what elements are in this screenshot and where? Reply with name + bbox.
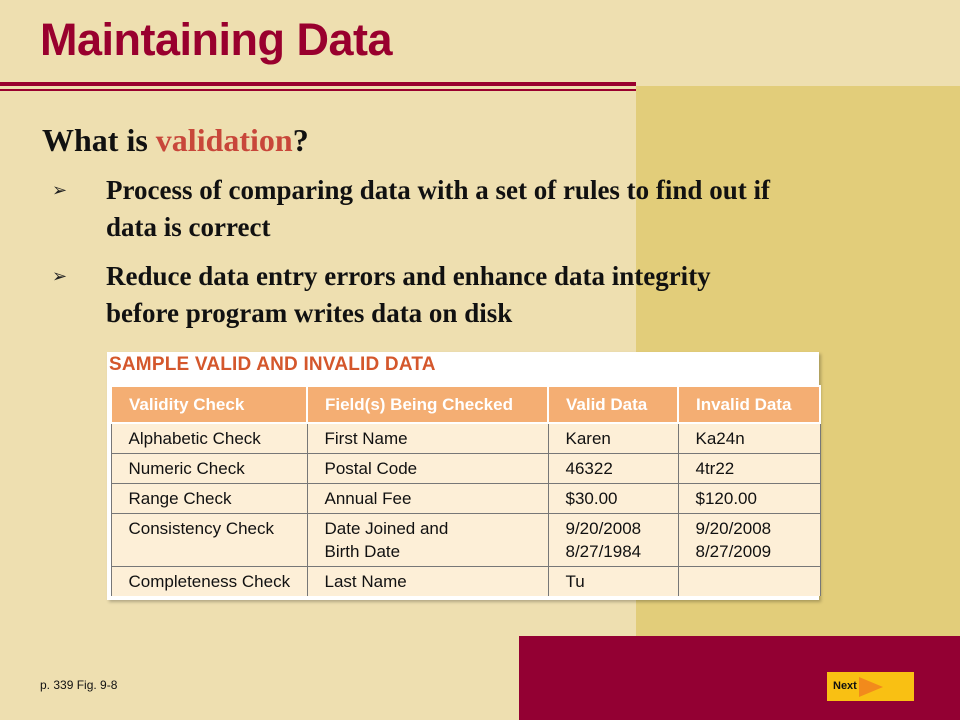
table-row: [111, 567, 820, 597]
slide-title: Maintaining Data: [40, 14, 393, 65]
next-button[interactable]: [827, 672, 914, 701]
heading-prefix: What is: [42, 122, 156, 158]
column-header: Invalid Data: [678, 386, 820, 423]
next-label: Next: [833, 680, 857, 692]
table-row: [111, 484, 820, 514]
figure-reference: p. 339 Fig. 9-8: [40, 678, 118, 692]
cell-invalid: [678, 514, 820, 567]
title-rule-thin: [0, 89, 636, 91]
cell-invalid: [678, 567, 820, 597]
cell-invalid: $120.00: [678, 484, 820, 514]
column-header: Field(s) Being Checked: [307, 386, 548, 423]
cell-line: Birth Date: [324, 542, 401, 561]
table-row: [111, 454, 820, 484]
cell-check: Range Check: [111, 484, 307, 514]
cell-line: 8/27/1984: [565, 542, 642, 561]
column-header: Valid Data: [548, 386, 678, 423]
cell-check: Completeness Check: [111, 567, 307, 597]
cell-check: Consistency Check: [111, 514, 307, 567]
cell-valid: Tu: [548, 567, 678, 597]
figure-title: SAMPLE VALID AND INVALID DATA: [109, 354, 436, 375]
cell-field: Postal Code: [307, 454, 548, 484]
table-header-row: [111, 386, 820, 423]
cell-check: Numeric Check: [111, 454, 307, 484]
validation-figure: [107, 352, 819, 600]
arrow-bullet-icon: ➢: [52, 266, 68, 287]
table-row: [111, 423, 820, 454]
heading-suffix: ?: [292, 122, 309, 158]
heading-keyword: validation: [155, 122, 293, 158]
cell-valid: [548, 514, 678, 567]
bullet-item: [52, 258, 772, 332]
slide-heading: [42, 122, 309, 159]
bullet-list: [52, 172, 772, 344]
validation-table: [110, 385, 821, 596]
cell-invalid: Ka24n: [678, 423, 820, 454]
bullet-text: Reduce data entry errors and enhance data integrity before program writes data on disk: [106, 261, 711, 328]
cell-valid: Karen: [548, 423, 678, 454]
cell-field: First Name: [307, 423, 548, 454]
title-rule: [0, 82, 636, 86]
table-row: [111, 514, 820, 567]
cell-check: Alphabetic Check: [111, 423, 307, 454]
cell-field: Annual Fee: [307, 484, 548, 514]
bullet-text: Process of comparing data with a set of rules to find out if data is correct: [106, 175, 770, 242]
column-header: Validity Check: [111, 386, 307, 423]
cell-line: Date Joined and: [324, 519, 449, 538]
cell-line: 9/20/2008: [695, 519, 772, 538]
cell-valid: $30.00: [548, 484, 678, 514]
bullet-item: [52, 172, 772, 246]
cell-valid: 46322: [548, 454, 678, 484]
cell-field: Last Name: [307, 567, 548, 597]
arrow-bullet-icon: ➢: [52, 180, 68, 201]
cell-line: 8/27/2009: [695, 542, 772, 561]
cell-invalid: 4tr22: [678, 454, 820, 484]
cell-field: [307, 514, 548, 567]
next-arrow-icon: [859, 677, 883, 697]
cell-line: 9/20/2008: [565, 519, 642, 538]
